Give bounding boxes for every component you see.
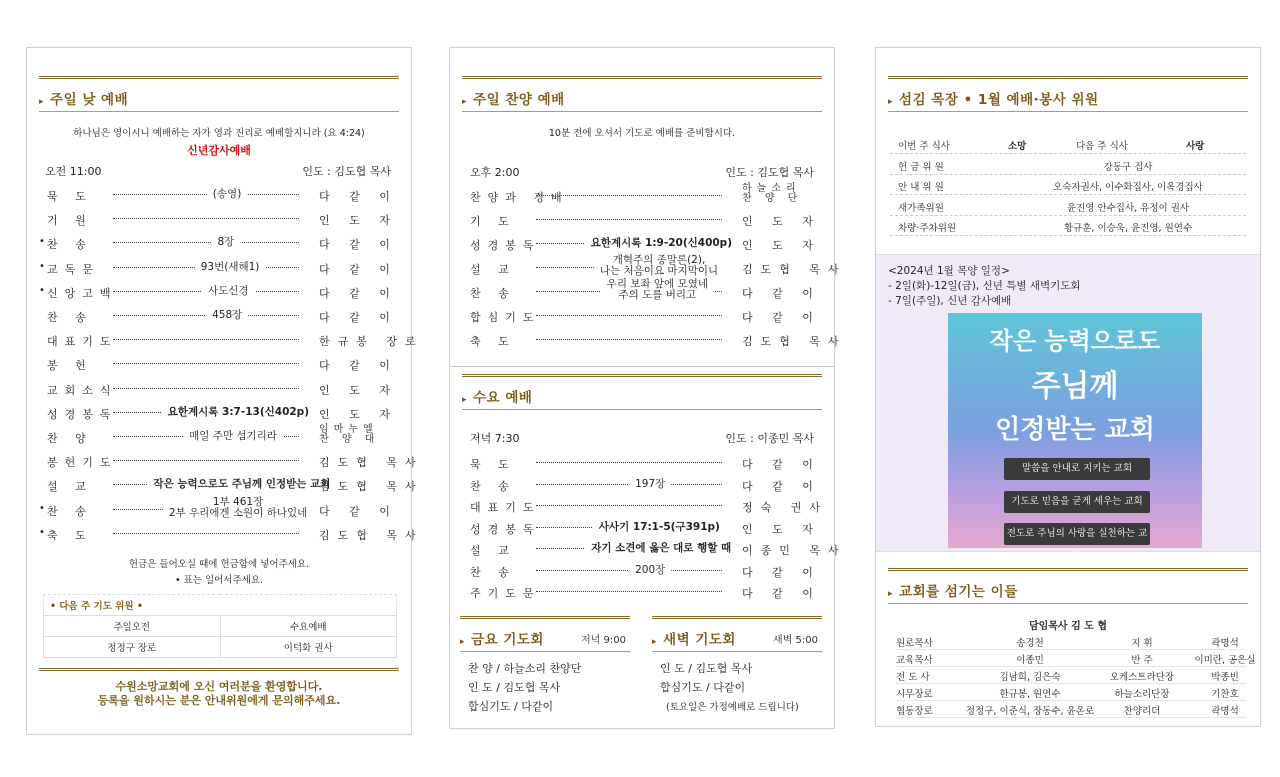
order-person: 이종민 목사	[742, 544, 847, 557]
order-row	[470, 496, 829, 516]
order-label: 주기도문	[470, 587, 541, 600]
order-person: 인 도 자	[742, 239, 821, 252]
fri-line: 찬 양 / 하늘소리 찬양단	[468, 662, 582, 675]
order-person: 임마누엘 찬 양 대	[319, 424, 380, 445]
dot-leader	[113, 533, 299, 534]
order-label: 성경봉독	[470, 239, 541, 252]
order-person: 다 같 이	[742, 479, 821, 493]
volunteer-role: 안 내 위 원	[898, 182, 944, 193]
order-person: 다 같 이	[319, 190, 398, 203]
order-person: 인 도 자	[742, 522, 821, 536]
order-label: 찬 송	[470, 287, 516, 300]
order-row	[470, 518, 822, 538]
section-header	[652, 616, 822, 652]
order-label: 찬 송	[47, 238, 93, 252]
intro: 10분 전에 오셔서 기도로 예배를 준비합시다.	[548, 128, 736, 139]
staff-name: 김남희, 김은숙	[999, 672, 1061, 683]
order-label: 성경봉독	[47, 407, 118, 421]
welcome-line: 수원소망교회에 오신 여러분을 환영합니다.	[115, 680, 323, 693]
order-row	[39, 258, 399, 278]
order-row	[47, 379, 399, 399]
staff-role: 시무장로	[896, 689, 933, 700]
order-label: 묵 도	[470, 458, 516, 471]
prayer-header: 수요예배	[220, 616, 397, 637]
section-time: 저녁 9:00	[581, 635, 626, 646]
prayer-header: 주일오전	[44, 616, 221, 637]
order-person: 인 도 자	[319, 214, 398, 228]
order-person: 다 같 이	[319, 238, 398, 252]
order-person: 다 같 이	[742, 458, 821, 471]
panel-servants	[875, 47, 1261, 727]
prayer-title: • 다음 주 기도 위원 •	[44, 595, 397, 616]
dot-leader	[536, 591, 722, 592]
volunteer-name: 윤진영 안수집사, 유정이 권사	[1066, 202, 1190, 214]
stand-marker: •	[39, 502, 45, 514]
dawn-line: 인 도 / 김도협 목사	[660, 662, 753, 675]
order-label: 찬 송	[47, 504, 93, 518]
fri-line: 인 도 / 김도협 목사	[468, 681, 561, 694]
verse: 하나님은 영이시니 예배하는 자가 영과 진리로 예배할지니라 (요 4:24)	[73, 128, 365, 139]
theme-pill: 말씀을 안내로 지키는 교회	[1004, 458, 1150, 480]
staff-role: 교육목사	[896, 655, 933, 666]
volunteer-role: 차량·주차위원	[898, 223, 957, 234]
dot-leader	[536, 505, 722, 506]
order-row	[39, 282, 399, 302]
staff-name: 송경천	[1016, 638, 1044, 649]
order-label: 성경봉독	[470, 522, 541, 536]
order-label: 대표기도	[470, 501, 541, 514]
staff-name: 기찬호	[1211, 689, 1239, 700]
dot-leader	[113, 460, 299, 461]
prayer-value: 이덕화 권사	[220, 637, 397, 658]
section-header	[462, 76, 822, 112]
order-person: 김도협 목사	[319, 456, 424, 470]
staff-row	[896, 633, 1246, 650]
bullet-icon: ▸	[462, 395, 468, 405]
order-person: 한규봉 장로	[319, 335, 424, 349]
order-content: 개혁주의 종말론(2), 나는 처음이요 마지막이니	[594, 255, 724, 277]
stand-marker: •	[39, 236, 45, 248]
order-label: 축 도	[470, 335, 516, 348]
order-label: 설 교	[47, 480, 93, 494]
staff-name: 정정구, 이준식, 장동수, 윤온로	[965, 706, 1095, 717]
order-person: 다 같 이	[319, 311, 398, 324]
service-time: 오후 2:00	[470, 166, 520, 179]
order-content: 우리 보좌 앞에 모였네 주의 도를 버리고	[601, 279, 714, 301]
dot-leader	[536, 195, 722, 196]
order-person: 인 도 자	[319, 383, 398, 397]
section-header	[39, 76, 399, 112]
order-content: 197장	[629, 476, 671, 491]
stand-note: • 표는 일어서주세요.	[174, 575, 264, 586]
order-row	[47, 451, 424, 471]
staff-role: 찬양리더	[1123, 706, 1161, 717]
order-row	[47, 354, 399, 374]
staff-row	[896, 701, 1246, 718]
order-content: 요한계시록 3:7-13(신402p)	[162, 404, 315, 419]
order-row	[470, 210, 822, 230]
special-service: 신년감사예배	[187, 144, 251, 157]
prayer-value: 정정구 장로	[44, 637, 221, 658]
order-content: 사도신경	[202, 283, 255, 298]
section-title: 섬김 목장 • 1월 예배·봉사 위원	[899, 92, 1099, 108]
staff-row	[896, 650, 1256, 667]
order-label: 찬 송	[470, 565, 516, 579]
section-title: 수요 예배	[473, 390, 533, 406]
dot-leader	[113, 218, 299, 219]
dot-leader	[113, 242, 299, 243]
order-person: 다 같 이	[319, 286, 398, 300]
order-row	[47, 475, 424, 495]
staff-role: 협동장로	[896, 706, 933, 717]
staff-role: 반 주	[1131, 655, 1153, 666]
welcome-line: 등록을 원하시는 분은 안내위원에게 문의해주세요.	[97, 694, 341, 707]
staff-role: 하늘소리단장	[1114, 689, 1170, 700]
staff-name: 박종빈	[1211, 672, 1239, 683]
order-row	[470, 234, 822, 254]
theme-line: 작은 능력으로도	[989, 327, 1161, 355]
dawn-line: (토요일은 가정예배로 드립니다)	[666, 702, 799, 713]
staff-role: 전 도 사	[896, 672, 930, 683]
order-label: 축 도	[47, 528, 93, 542]
staff-name: 곽명석	[1211, 638, 1239, 649]
order-person: 다 같 이	[319, 262, 398, 276]
order-person: 김도협 목사	[319, 528, 424, 542]
divider	[450, 366, 834, 367]
theme-line: 주님께	[1031, 369, 1119, 404]
staff-role: 원로목사	[896, 638, 933, 649]
volunteer-name: 소망	[1008, 141, 1027, 152]
order-label: 교회소식	[47, 383, 118, 397]
service-leader: 인도 : 이종민 목사	[725, 432, 814, 445]
dot-leader	[536, 339, 722, 340]
order-row	[39, 524, 424, 544]
order-person: 김도협 목사	[742, 335, 847, 348]
order-row	[39, 233, 399, 253]
senior-pastor: 담임목사 김 도 협	[1028, 621, 1108, 632]
order-person: 하늘소리 찬 양 단	[742, 183, 803, 204]
schedule-item: - 2일(화)-12일(금), 신년 특별 새벽기도회	[888, 280, 1081, 292]
dot-leader	[536, 219, 722, 220]
service-time: 오전 11:00	[45, 165, 102, 178]
service-leader: 인도 : 김도협 목사	[725, 166, 814, 179]
staff-row	[896, 667, 1246, 684]
order-label: 찬 송	[47, 311, 93, 324]
dot-leader	[113, 363, 299, 364]
order-row	[470, 582, 822, 602]
staff-name: 곽명석	[1211, 706, 1239, 717]
service-leader: 인도 : 김도협 목사	[302, 165, 391, 178]
section-header	[888, 568, 1248, 604]
volunteer-role: 헌 금 위 원	[898, 161, 944, 173]
dot-leader	[536, 315, 722, 316]
order-row	[470, 183, 822, 206]
staff-role: 지 휘	[1131, 638, 1153, 649]
volunteer-name: 황규훈, 이승욱, 윤진영, 원연수	[1063, 223, 1193, 234]
schedule-title: <2024년 1월 목양 일정>	[888, 265, 1010, 277]
theme-pill: 기도로 믿음을 굳게 세우는 교회	[1004, 491, 1150, 513]
order-label: 합심기도	[470, 311, 541, 324]
order-row	[470, 254, 847, 278]
order-content: 458장	[206, 307, 248, 322]
volunteer-name: 오숙자권사, 이수화집사, 이옥경집사	[1053, 182, 1203, 193]
order-label: 설 교	[470, 544, 516, 557]
order-person: 다 같 이	[742, 311, 821, 324]
volunteer-row	[890, 196, 1246, 216]
section-header	[888, 76, 1248, 112]
order-label: 기 원	[47, 214, 93, 228]
order-row	[47, 403, 399, 423]
volunteer-role: 새가족위원	[898, 202, 944, 214]
order-person: 다 같 이	[742, 287, 821, 300]
service-time: 저녁 7:30	[470, 432, 520, 445]
dot-leader	[536, 462, 722, 463]
staff-row	[896, 684, 1246, 701]
order-row	[47, 330, 424, 350]
order-row	[47, 306, 399, 326]
bullet-icon: ▸	[888, 589, 894, 599]
staff-role: 오케스트라단장	[1109, 672, 1175, 683]
bullet-icon: ▸	[39, 97, 45, 107]
volunteer-role: 다음 주 식사	[1076, 141, 1128, 152]
volunteer-name: 강동구 집사	[1103, 161, 1153, 173]
section-header	[462, 374, 822, 410]
order-label: 찬양과 경배	[470, 191, 569, 204]
section-time: 새벽 5:00	[773, 635, 818, 646]
order-label: 대표기도	[47, 335, 118, 349]
order-person: 김도협 목사	[742, 263, 847, 276]
order-person: 다 같 이	[742, 587, 821, 600]
order-content: 93번(새해1)	[195, 259, 266, 274]
section-title: 주일 찬양 예배	[473, 92, 565, 108]
stand-marker: •	[39, 260, 45, 272]
order-label: 찬 양	[47, 432, 93, 445]
order-person: 다 같 이	[319, 359, 398, 373]
prayer-table	[43, 594, 397, 658]
order-content: 1부 461장 2부 우리에겐 소원이 하나있네	[163, 497, 313, 519]
order-content: 사사기 17:1-5(구391p)	[593, 519, 726, 534]
order-person: 다 같 이	[319, 504, 398, 518]
section-title: 금요 기도회	[471, 632, 544, 648]
divider	[39, 668, 399, 671]
schedule-item: - 7일(주일), 신년 감사예배	[888, 295, 1012, 307]
stand-marker: •	[39, 284, 45, 296]
dawn-line: 합심기도 / 다같이	[660, 681, 746, 694]
dot-leader	[113, 339, 299, 340]
section-title: 새벽 기도회	[663, 632, 736, 648]
order-row	[47, 185, 399, 205]
theme-pill: 전도로 주님의 사랑을 실천하는 교회	[1004, 523, 1150, 545]
order-label: 묵 도	[47, 190, 93, 203]
fri-line: 합심기도 / 다같이	[468, 700, 554, 713]
volunteer-name: 사랑	[1186, 141, 1205, 152]
offering-note: 헌금은 들어오실 때에 헌금함에 넣어주세요.	[128, 559, 310, 570]
section-header	[460, 616, 630, 652]
stand-marker: •	[39, 526, 45, 538]
order-content: 요한계시록 1:9-20(신400p)	[585, 235, 738, 250]
order-person: 인 도 자	[742, 215, 821, 228]
dot-leader	[113, 388, 299, 389]
bullet-icon: ▸	[460, 637, 466, 647]
order-content: 매일 주만 섬기리라	[183, 428, 283, 443]
order-row	[470, 453, 822, 473]
section-title: 주일 낮 예배	[50, 92, 129, 108]
bullet-icon: ▸	[652, 637, 658, 647]
bullet-icon: ▸	[888, 97, 894, 107]
section-title: 교회를 섬기는 이들	[899, 584, 1018, 600]
staff-name: 이미란, 공은실	[1194, 655, 1256, 666]
order-row	[47, 209, 399, 229]
order-row	[39, 495, 399, 520]
order-row	[470, 561, 822, 581]
order-label: 신앙고백	[47, 286, 118, 300]
order-row	[470, 475, 822, 495]
order-label: 기 도	[470, 215, 516, 228]
order-content: 자기 소견에 옳은 대로 행할 때	[585, 540, 737, 555]
order-content: (송영)	[207, 186, 247, 201]
order-person: 다 같 이	[742, 565, 821, 579]
volunteer-row	[890, 155, 1246, 175]
order-row	[47, 424, 399, 447]
order-label: 봉헌기도	[47, 456, 118, 470]
volunteer-row	[890, 175, 1246, 195]
volunteer-row	[890, 216, 1246, 236]
order-row	[470, 330, 847, 350]
order-content: 200장	[629, 562, 671, 577]
staff-name: 이종민	[1016, 655, 1044, 666]
bullet-icon: ▸	[462, 97, 468, 107]
order-label: 봉 헌	[47, 359, 93, 373]
order-label: 찬 송	[470, 479, 516, 493]
order-person: 김도협 목사	[319, 480, 424, 494]
theme-image	[948, 313, 1202, 561]
order-content: 8장	[211, 234, 240, 249]
panel-sunday-service	[26, 47, 424, 735]
volunteer-row	[890, 134, 1246, 154]
order-person: 정숙 권사	[742, 501, 829, 514]
order-label: 설 교	[470, 263, 516, 276]
panel-praise-service	[449, 47, 847, 729]
order-content: 작은 능력으로도 주님께 인정받는 교회	[147, 476, 336, 491]
order-person: 인 도 자	[319, 407, 398, 421]
volunteer-role: 이번 주 식사	[898, 141, 950, 152]
theme-line: 인정받는 교회	[995, 415, 1155, 445]
order-label: 교독문	[47, 262, 100, 276]
staff-name: 한규봉, 원연수	[999, 689, 1061, 700]
order-row	[470, 306, 822, 326]
order-row	[470, 278, 822, 302]
order-row	[470, 539, 847, 559]
